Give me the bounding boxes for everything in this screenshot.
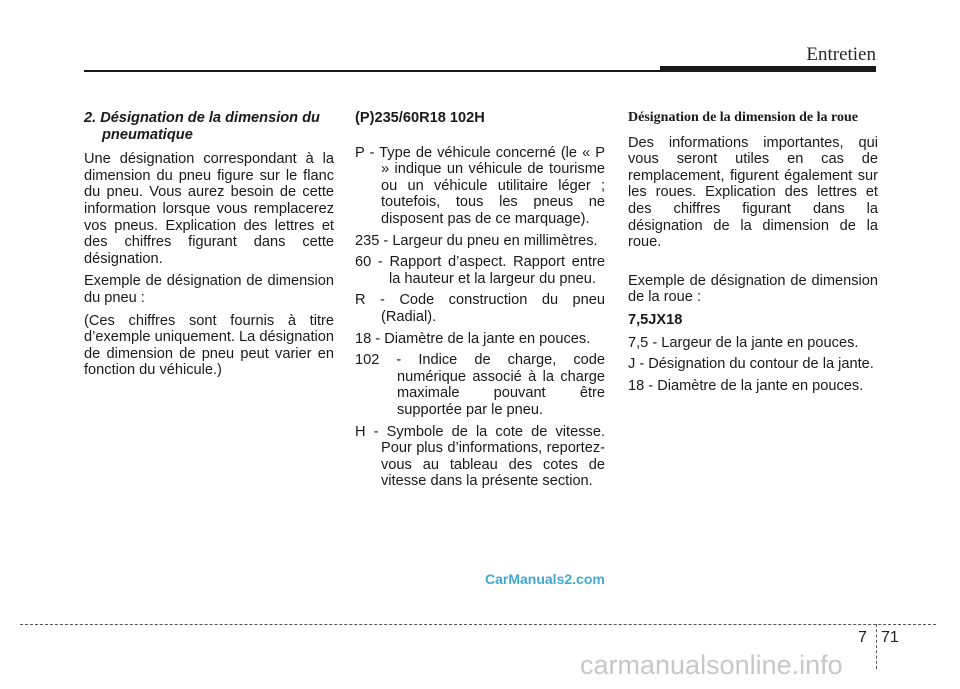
page-number-divider (876, 624, 877, 669)
column-left (84, 110, 334, 385)
footer-divider (20, 624, 936, 625)
column-right (628, 110, 878, 399)
wheel-code: 7,5JX18 (628, 311, 683, 328)
watermark-link[interactable]: CarManuals2.com (485, 571, 605, 587)
paragraph: Des informations importantes, qui vous seront utiles en cas de remplacement, figurent également sur les roues. Explication des lettres et des chiffres figurant dans la désignation de la dimension de la roue. (628, 134, 878, 251)
paragraph: Exemple de désignation de dimension du pneu : (84, 273, 334, 306)
paragraph: (Ces chiffres sont fournis à titre d’exemple uniquement. La désignation de dimension de pneu peut varier en fonction du véhicule.) (84, 312, 334, 379)
header-rule-thin (84, 70, 660, 72)
chapter-number: 7 (858, 629, 867, 646)
section-heading: 2. Désignation de la dimension du pneumatique (84, 110, 320, 143)
list-item: P - Type de véhicule concerné (le « P » indique un véhicule de tourisme ou un véhicule utilitaire léger ; toutefois, tous les pneus ne disposent pas de ce marquage). (355, 144, 605, 227)
section-title: Entretien (806, 44, 876, 65)
paragraph: Exemple de désignation de dimension de la roue : (628, 272, 878, 306)
list-item: 18 - Diamètre de la jante en pouces. (355, 330, 591, 347)
list-item: H - Symbole de la cote de vitesse. Pour plus d’informations, reportez-vous au tableau des cotes de vitesse dans la présente section. (355, 423, 605, 490)
list-item: 102 - Indice de charge, code numérique associé à la charge maximale pouvant être supportée par le pneu. (355, 352, 605, 418)
list-item: R - Code construction du pneu (Radial). (355, 292, 605, 325)
paragraph: Une désignation correspondant à la dimension du pneu figure sur le flanc du pneu. Vous aurez besoin de cette information lorsque vous remplacerez vos pneus. Explication des lettres et des chiffres figurant dans cette désignation. (84, 151, 334, 267)
list-item: 18 - Diamètre de la jante en pouces. (628, 377, 864, 394)
page-number: 71 (881, 629, 899, 646)
section-heading: Désignation de la dimension de la roue (628, 110, 858, 125)
list-item: 235 - Largeur du pneu en millimètres. (355, 232, 598, 249)
column-middle (355, 110, 605, 495)
header-rule-thick (660, 66, 876, 72)
list-item: J - Désignation du contour de la jante. (628, 356, 874, 373)
list-item: 60 - Rapport d’aspect. Rapport entre la hauteur et la largeur du pneu. (355, 254, 605, 287)
tire-code: (P)235/60R18 102H (355, 110, 485, 126)
site-watermark: carmanualsonline.info (580, 650, 843, 680)
list-item: 7,5 - Largeur de la jante en pouces. (628, 334, 859, 351)
